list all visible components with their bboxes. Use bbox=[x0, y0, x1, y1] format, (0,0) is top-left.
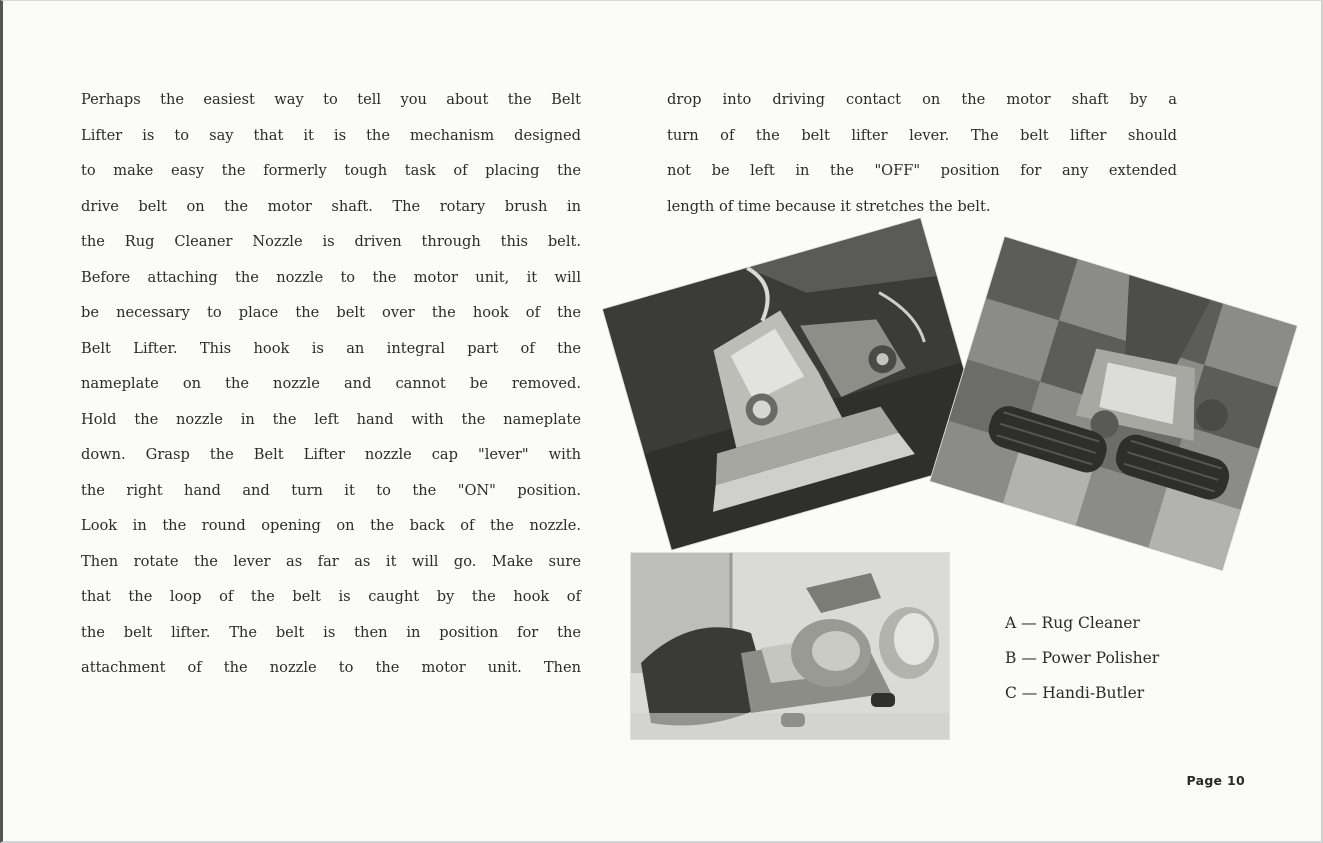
text-line: Lifter is to say that it is the mechanism designed bbox=[81, 126, 581, 144]
text-line: the belt lifter. The belt is then in position for the bbox=[81, 623, 581, 641]
text-line: the Rug Cleaner Nozzle is driven through this belt. bbox=[81, 233, 581, 250]
text-line: attachment of the nozzle to the motor unit. Then bbox=[81, 659, 581, 676]
text-line: not be left in the "OFF" position for any extended bbox=[667, 162, 1177, 179]
photo-legend bbox=[1005, 606, 1159, 711]
text-line: that the loop of the belt is caught by the hook of bbox=[81, 588, 581, 605]
text-line: Before attaching the nozzle to the motor unit, it will bbox=[81, 268, 581, 286]
text-line: the right hand and turn it to the "ON" position. bbox=[81, 481, 581, 499]
text-line: down. Grasp the Belt Lifter nozzle cap "lever" with bbox=[81, 446, 581, 463]
page-number: Page 10 bbox=[1186, 773, 1245, 788]
text-line: to make easy the formerly tough task of placing the bbox=[81, 162, 581, 179]
right-text-column bbox=[667, 82, 1177, 224]
text-line: be necessary to place the belt over the hook of the bbox=[81, 304, 581, 321]
legend-item-a: A — Rug Cleaner bbox=[1005, 614, 1140, 632]
text-line: Hold the nozzle in the left hand with the nameplate bbox=[81, 410, 581, 428]
handi-butler-photo bbox=[631, 553, 949, 739]
legend-item-c: C — Handi-Butler bbox=[1005, 684, 1145, 702]
legend-item-b: B — Power Polisher bbox=[1005, 649, 1160, 667]
text-line: length of time because it stretches the belt. bbox=[667, 197, 991, 215]
power-polisher-photo bbox=[930, 237, 1296, 570]
text-line: drive belt on the motor shaft. The rotary brush in bbox=[81, 197, 581, 215]
rug-cleaner-photo bbox=[603, 218, 989, 549]
text-line: Look in the round opening on the back of the nozzle. bbox=[81, 517, 581, 534]
text-line: turn of the belt lifter lever. The belt lifter should bbox=[667, 126, 1177, 144]
text-line: drop into driving contact on the motor shaft by a bbox=[667, 91, 1177, 108]
text-line: nameplate on the nozzle and cannot be removed. bbox=[81, 375, 581, 392]
text-line: Perhaps the easiest way to tell you about the Belt bbox=[81, 91, 581, 108]
text-line: Then rotate the lever as far as it will go. Make sure bbox=[81, 552, 581, 570]
text-line: Belt Lifter. This hook is an integral part of the bbox=[81, 339, 581, 357]
left-text-column bbox=[81, 82, 581, 686]
